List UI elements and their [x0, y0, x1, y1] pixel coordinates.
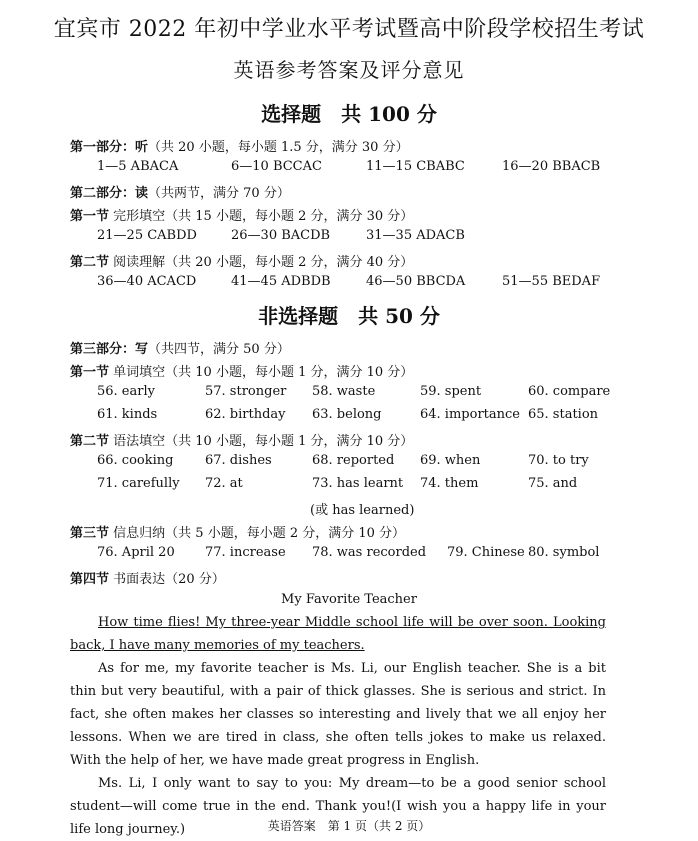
- answer-group: 11—15 CBABC: [366, 159, 465, 174]
- answer-item: 56. early: [97, 384, 155, 399]
- section-desc: 书面表达（20 分）: [113, 572, 225, 587]
- answer-item: 65. station: [528, 407, 599, 422]
- answer-item: 63. belong: [312, 407, 382, 422]
- part3-sec3-line: [70, 522, 405, 541]
- section-desc: 信息归纳（共 5 小题，每小题 2 分，满分 10 分）: [113, 526, 406, 541]
- answer-item: 68. reported: [312, 453, 395, 468]
- alternate-answer: (或 has learned): [310, 503, 415, 518]
- section-label: 第二节: [70, 434, 110, 449]
- answer-item: 60. compare: [528, 384, 611, 399]
- part3-sec2-line: [70, 430, 413, 449]
- answer-item: 76. April 20: [97, 545, 175, 560]
- part2-sec1-line: [70, 205, 413, 224]
- part3-line: [70, 338, 290, 357]
- part1-desc: （共 20 小题，每小题 1.5 分，满分 30 分）: [148, 140, 409, 155]
- answer-group: 16—20 BBACB: [502, 159, 601, 174]
- section-label: 第二节: [70, 255, 110, 270]
- section-label: 第四节: [70, 572, 110, 587]
- answer-item: 71. carefully: [97, 476, 180, 491]
- section-label: 第一节: [70, 209, 110, 224]
- answer-item: 69. when: [420, 453, 481, 468]
- subjective-heading: 非选择题 共 50 分: [258, 304, 440, 328]
- part2-desc: （共两节，满分 70 分）: [148, 186, 290, 201]
- section-label: 第一节: [70, 365, 110, 380]
- section-label: 第三节: [70, 526, 110, 541]
- answer-group: 1—5 ABACA: [97, 159, 179, 174]
- essay-paragraph-1: How time flies! My three-year Middle school life will be over soon. Looking back, I have many memories of my teachers.: [70, 615, 606, 653]
- answer-item: 79. Chinese: [447, 545, 525, 560]
- answer-item: 70. to try: [528, 453, 589, 468]
- answer-item: 74. them: [420, 476, 479, 491]
- part3-sec4-line: [70, 568, 225, 587]
- page-footer: 英语答案 第 1 页（共 2 页）: [267, 819, 431, 833]
- answer-group: 46—50 BBCDA: [366, 274, 466, 289]
- answer-item: 72. at: [205, 476, 243, 491]
- answer-group: 26—30 BACDB: [231, 228, 331, 243]
- part1-line: [70, 136, 409, 155]
- part2-sec2-line: [70, 251, 413, 270]
- essay-body: [70, 611, 606, 841]
- answer-group: 36—40 ACACD: [97, 274, 197, 289]
- answer-item: 73. has learnt: [312, 476, 404, 491]
- part3-label: 第三部分：写: [70, 342, 149, 357]
- section-desc: 单词填空（共 10 小题，每小题 1 分，满分 10 分）: [113, 365, 414, 380]
- part3-desc: （共四节，满分 50 分）: [148, 342, 290, 357]
- essay-title: My Favorite Teacher: [281, 592, 417, 607]
- essay-paragraph-3: Ms. Li, I only want to say to you: My dream—to be a good senior school student—will come true in the end. Thank you!(I wish you a happy life in your life long journey.): [70, 776, 606, 837]
- answer-item: 62. birthday: [205, 407, 286, 422]
- essay-paragraph-2: As for me, my favorite teacher is Ms. Li, our English teacher. She is a bit thin but very beautiful, with a pair of thick glasses. She is serious and strict. In fact, she often makes her classes so interesting and lively that we all enjoy her lessons. When we are tired in class, she often tells jokes to make us relaxed. With the help of her, we have made great progress in English.: [70, 661, 606, 768]
- part1-label: 第一部分：听: [70, 140, 149, 155]
- answer-item: 64. importance: [420, 407, 520, 422]
- section-desc: 语法填空（共 10 小题，每小题 1 分，满分 10 分）: [113, 434, 414, 449]
- part3-sec1-line: [70, 361, 413, 380]
- answer-item: 59. spent: [420, 384, 482, 399]
- answer-item: 67. dishes: [205, 453, 272, 468]
- answer-item: 58. waste: [312, 384, 376, 399]
- answer-group: 51—55 BEDAF: [502, 274, 601, 289]
- objective-heading: 选择题 共 100 分: [261, 102, 437, 126]
- answer-item: 75. and: [528, 476, 578, 491]
- answer-group: 6—10 BCCAC: [231, 159, 322, 174]
- answer-item: 57. stronger: [205, 384, 287, 399]
- answer-item: 80. symbol: [528, 545, 600, 560]
- page-title: 宜宾市 2022 年初中学业水平考试暨高中阶段学校招生考试: [53, 17, 645, 42]
- answer-group: 31—35 ADACB: [366, 228, 465, 243]
- answer-item: 61. kinds: [97, 407, 158, 422]
- answer-item: 77. increase: [205, 545, 286, 560]
- part2-line: [70, 182, 290, 201]
- answer-item: 78. was recorded: [312, 545, 427, 560]
- part2-label: 第二部分：读: [70, 186, 149, 201]
- page-subtitle: 英语参考答案及评分意见: [233, 58, 465, 82]
- section-desc: 完形填空（共 15 小题，每小题 2 分，满分 30 分）: [113, 209, 414, 224]
- section-desc: 阅读理解（共 20 小题，每小题 2 分，满分 40 分）: [113, 255, 414, 270]
- answer-group: 21—25 CABDD: [97, 228, 197, 243]
- answer-item: 66. cooking: [97, 453, 174, 468]
- answer-group: 41—45 ADBDB: [231, 274, 331, 289]
